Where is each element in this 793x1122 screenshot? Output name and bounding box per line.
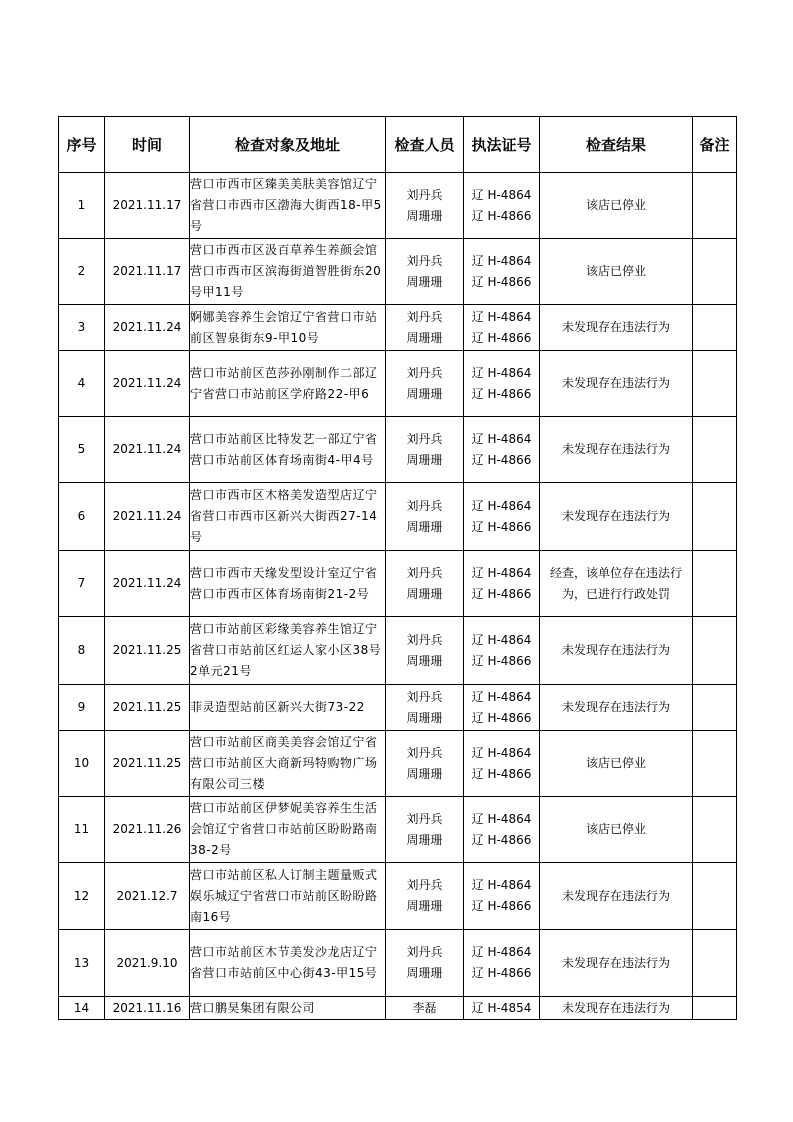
row-remark [693,797,737,863]
row-remark [693,239,737,305]
row-target: 营口市西市区木格美发造型店辽宁省营口市西市区新兴大街西27-14号 [190,483,386,551]
license-number: 辽 H-4866 [471,586,532,601]
table-row [59,930,737,997]
license-number: 辽 H-4866 [471,208,532,223]
row-result: 未发现存在违法行为 [540,351,693,417]
row-licenses [464,797,540,863]
table-row [59,483,737,551]
row-date: 2021.11.25 [105,685,190,731]
license-number: 辽 H-4866 [471,653,532,668]
license-number: 辽 H-4854 [471,1000,532,1015]
row-target: 营口市站前区商美美容会馆辽宁省营口市站前区大商新玛特购物广场有限公司三楼 [190,731,386,797]
row-target: 婀娜美容养生会馆辽宁省营口市站前区智泉街东9-甲10号 [190,305,386,351]
table-row [59,617,737,685]
inspector-name: 周珊珊 [406,274,443,289]
inspector-name: 刘丹兵 [406,745,443,760]
inspector-name: 周珊珊 [406,766,443,781]
row-licenses [464,351,540,417]
row-date: 2021.9.10 [105,930,190,997]
row-inspectors [386,685,464,731]
inspector-name: 刘丹兵 [406,309,443,324]
license-number: 辽 H-4866 [471,710,532,725]
table-row [59,731,737,797]
row-licenses [464,305,540,351]
row-remark [693,930,737,997]
row-target: 营口市站前区伊梦妮美容养生生活会馆辽宁省营口市站前区盼盼路南38-2号 [190,797,386,863]
license-number: 辽 H-4864 [471,565,532,580]
inspector-name: 刘丹兵 [406,878,443,892]
row-seq: 7 [59,551,105,617]
row-remark [693,417,737,483]
row-seq: 3 [59,305,105,351]
inspector-name: 周珊珊 [406,386,443,401]
table-row [59,305,737,351]
row-date: 2021.11.25 [105,617,190,685]
table-body [59,173,737,1020]
row-licenses [464,617,540,685]
inspector-name: 周珊珊 [406,586,443,601]
row-date: 2021.11.24 [105,483,190,551]
license-number: 辽 H-4866 [471,832,532,847]
inspector-name: 周珊珊 [406,899,443,913]
row-remark [693,483,737,551]
row-date: 2021.12.7 [105,863,190,930]
inspector-name: 刘丹兵 [406,431,443,446]
table-row [59,863,737,930]
row-seq: 1 [59,173,105,239]
row-remark [693,863,737,930]
row-licenses [464,239,540,305]
header-target: 检查对象及地址 [190,117,386,173]
row-remark [693,173,737,239]
license-number: 辽 H-4866 [471,330,532,345]
header-time: 时间 [105,117,190,173]
row-licenses [464,997,540,1020]
row-target: 营口市站前区私人订制主题量贩式娱乐城辽宁省营口市站前区盼盼路南16号 [190,863,386,930]
license-number: 辽 H-4866 [471,899,532,913]
inspector-name: 周珊珊 [406,710,443,725]
header-inspectors: 检查人员 [386,117,464,173]
row-result: 未发现存在违法行为 [540,930,693,997]
license-number: 辽 H-4866 [471,274,532,289]
inspector-name: 刘丹兵 [406,689,443,704]
row-seq: 10 [59,731,105,797]
row-date: 2021.11.24 [105,551,190,617]
table-row [59,797,737,863]
row-seq: 11 [59,797,105,863]
inspector-name: 刘丹兵 [406,632,443,647]
row-seq: 13 [59,930,105,997]
row-inspectors [386,797,464,863]
row-result: 未发现存在违法行为 [540,305,693,351]
row-result: 未发现存在违法行为 [540,997,693,1020]
license-number: 辽 H-4866 [471,386,532,401]
row-inspectors [386,483,464,551]
header-seq: 序号 [59,117,105,173]
inspector-name: 刘丹兵 [406,945,443,959]
table-row [59,173,737,239]
inspector-name: 周珊珊 [406,519,443,534]
header-result: 检查结果 [540,117,693,173]
row-remark [693,685,737,731]
row-licenses [464,731,540,797]
row-inspectors [386,173,464,239]
row-result: 未发现存在违法行为 [540,617,693,685]
row-licenses [464,685,540,731]
license-number: 辽 H-4864 [471,187,532,202]
row-result: 未发现存在违法行为 [540,863,693,930]
license-number: 辽 H-4866 [471,519,532,534]
table-row [59,685,737,731]
row-target: 营口市西市区臻美美肤美容馆辽宁省营口市西市区渤海大街西18-甲5号 [190,173,386,239]
row-result: 未发现存在违法行为 [540,685,693,731]
license-number: 辽 H-4864 [471,745,532,760]
row-remark [693,551,737,617]
row-date: 2021.11.25 [105,731,190,797]
row-licenses [464,551,540,617]
row-remark [693,731,737,797]
row-date: 2021.11.16 [105,997,190,1020]
inspector-name: 刘丹兵 [406,811,443,826]
row-result: 该店已停业 [540,239,693,305]
license-number: 辽 H-4864 [471,309,532,324]
row-result: 未发现存在违法行为 [540,417,693,483]
row-result: 未发现存在违法行为 [540,483,693,551]
row-inspectors [386,731,464,797]
row-seq: 12 [59,863,105,930]
row-seq: 6 [59,483,105,551]
row-seq: 14 [59,997,105,1020]
row-inspectors [386,863,464,930]
row-licenses [464,173,540,239]
row-inspectors [386,417,464,483]
row-target: 营口市站前区木节美发沙龙店辽宁省营口市站前区中心街43-甲15号 [190,930,386,997]
inspector-name: 周珊珊 [406,653,443,668]
table-row [59,239,737,305]
row-seq: 5 [59,417,105,483]
row-seq: 2 [59,239,105,305]
row-date: 2021.11.24 [105,305,190,351]
row-date: 2021.11.17 [105,173,190,239]
license-number: 辽 H-4864 [471,365,532,380]
license-number: 辽 H-4864 [471,945,532,959]
row-date: 2021.11.24 [105,351,190,417]
row-remark [693,351,737,417]
row-inspectors [386,239,464,305]
row-inspectors [386,930,464,997]
row-inspectors [386,617,464,685]
inspector-name: 周珊珊 [406,208,443,223]
license-number: 辽 H-4864 [471,253,532,268]
license-number: 辽 H-4864 [471,632,532,647]
row-result: 该店已停业 [540,797,693,863]
row-result: 该店已停业 [540,731,693,797]
inspector-name: 李磊 [412,1000,437,1015]
license-number: 辽 H-4866 [471,766,532,781]
header-remark: 备注 [693,117,737,173]
row-licenses [464,417,540,483]
inspection-table [58,116,737,1020]
table-row [59,351,737,417]
row-target: 营口市站前区芭莎孙刚制作二部辽宁省营口市站前区学府路22-甲6 [190,351,386,417]
row-target: 营口市西市天缘发型设计室辽宁省营口市西市区体育场南街21-2号 [190,551,386,617]
row-target: 营口市西市区汲百草养生养颜会馆营口市西市区滨海街道智胜街东20号甲11号 [190,239,386,305]
license-number: 辽 H-4866 [471,452,532,467]
row-remark [693,997,737,1020]
row-licenses [464,930,540,997]
row-seq: 9 [59,685,105,731]
row-result: 该店已停业 [540,173,693,239]
inspector-name: 刘丹兵 [406,187,443,202]
license-number: 辽 H-4864 [471,431,532,446]
inspector-name: 刘丹兵 [406,565,443,580]
table-row [59,997,737,1020]
row-target: 营口市站前区比特发艺一部辽宁省营口市站前区体育场南街4-甲4号 [190,417,386,483]
table-row [59,417,737,483]
table-row [59,551,737,617]
license-number: 辽 H-4866 [471,966,532,980]
row-date: 2021.11.26 [105,797,190,863]
header-license: 执法证号 [464,117,540,173]
row-inspectors [386,351,464,417]
row-remark [693,617,737,685]
row-inspectors [386,997,464,1020]
license-number: 辽 H-4864 [471,689,532,704]
row-target: 营口鹏昊集团有限公司 [190,997,386,1020]
header-row [59,117,737,173]
row-target: 菲灵造型站前区新兴大街73-22 [190,685,386,731]
row-remark [693,305,737,351]
inspector-name: 周珊珊 [406,966,443,980]
inspector-name: 周珊珊 [406,330,443,345]
inspector-name: 刘丹兵 [406,498,443,513]
row-inspectors [386,305,464,351]
inspector-name: 周珊珊 [406,832,443,847]
row-date: 2021.11.17 [105,239,190,305]
row-seq: 4 [59,351,105,417]
row-inspectors [386,551,464,617]
license-number: 辽 H-4864 [471,878,532,892]
row-result: 经查，该单位存在违法行为，已进行行政处罚 [540,551,693,617]
row-target: 营口市站前区彩缘美容养生馆辽宁省营口市站前区红运人家小区38号2单元21号 [190,617,386,685]
license-number: 辽 H-4864 [471,498,532,513]
row-seq: 8 [59,617,105,685]
inspector-name: 刘丹兵 [406,253,443,268]
row-licenses [464,483,540,551]
license-number: 辽 H-4864 [471,811,532,826]
row-licenses [464,863,540,930]
inspector-name: 刘丹兵 [406,365,443,380]
row-date: 2021.11.24 [105,417,190,483]
inspector-name: 周珊珊 [406,452,443,467]
